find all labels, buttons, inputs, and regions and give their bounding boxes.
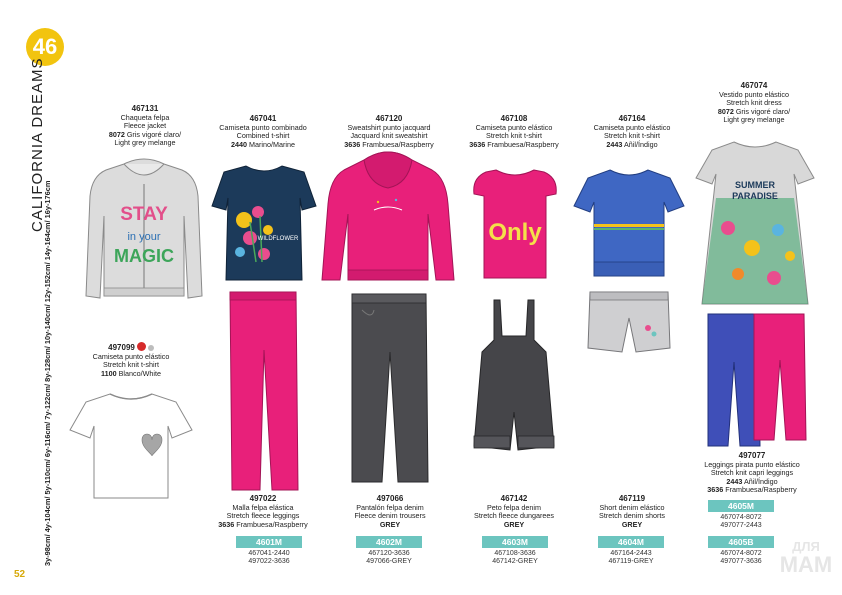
item-name-en: Stretch denim shorts <box>599 511 665 521</box>
grey-shorts-illustration <box>586 288 672 358</box>
raspberry-hoodie-illustration <box>320 150 456 286</box>
set-code: 497066-GREY <box>366 558 412 566</box>
item-code: 497077 <box>738 451 766 460</box>
set-block-4602M <box>356 536 422 567</box>
grey-print-dress-illustration <box>694 138 816 308</box>
color-name-2: Frambuesa/Raspberry <box>725 485 797 495</box>
color-name-2: Light grey melange <box>114 138 176 148</box>
dress-print-bottom: PARADISE <box>732 191 778 201</box>
navy-tee-print: WILDFLOWER <box>257 236 299 242</box>
set-code: 467142-GREY <box>492 558 538 566</box>
grey-dungarees-illustration <box>468 296 560 458</box>
page-badge: 46 <box>26 28 64 66</box>
item-name-es: Leggings pirata punto elástico <box>704 459 800 469</box>
item-name-es: Camiseta punto elástico <box>593 122 671 132</box>
color-name: Blanco/White <box>118 368 161 378</box>
set-code: 467074-8072 <box>720 550 762 557</box>
item-label-467142 <box>454 495 574 529</box>
color-name: Gris vigoré claro/ <box>126 129 182 139</box>
item-name-es: Peto felpa denim <box>487 502 541 512</box>
set-code: 497077-2443 <box>720 522 762 530</box>
set-badge: 4601M <box>236 536 302 548</box>
item-label-467164 <box>578 115 686 149</box>
set-badge: 4604M <box>598 536 664 548</box>
watermark-line-1: ДЛЯ <box>792 539 820 554</box>
watermark-line-2: МАМ <box>779 552 833 577</box>
side-column <box>0 0 56 595</box>
color-code: 3636 <box>469 139 486 149</box>
item-name-en: Combined t-shirt <box>236 131 290 141</box>
dress-print-top: SUMMER <box>735 180 775 190</box>
set-badge: 4605M <box>708 500 774 512</box>
set-block-4601M <box>236 536 302 567</box>
grey-denim-trousers-illustration <box>348 290 430 486</box>
jacket-print-bottom: MAGIC <box>114 246 174 266</box>
item-label-467120 <box>326 115 452 149</box>
item-code: 467120 <box>375 114 403 123</box>
set-code: 467164-2443 <box>610 550 652 557</box>
item-name-en: Stretch knit t-shirt <box>103 360 159 370</box>
color-code-2: 3636 <box>707 485 724 495</box>
color-name: Marino/Marine <box>249 139 295 149</box>
set-code: 467120-3636 <box>368 550 410 557</box>
color-code: 3636 <box>344 139 361 149</box>
color-code: 8072 <box>108 129 125 139</box>
item-label-497077 <box>688 452 816 495</box>
item-name-en: Stretch fleece leggings <box>226 511 300 521</box>
color-code: 2443 <box>726 476 743 486</box>
color-name: GREY <box>379 519 401 529</box>
capri-leggings-illustration <box>704 310 808 450</box>
color-name: GREY <box>503 519 525 529</box>
color-code: 2443 <box>606 139 623 149</box>
item-code: 497066 <box>376 494 404 503</box>
item-name-es: Pantalón felpa denim <box>356 502 424 512</box>
raspberry-tee-print: Only <box>488 219 542 246</box>
set-code: 467074-8072 <box>720 514 762 521</box>
item-label-497022 <box>200 495 326 529</box>
color-code: 8072 <box>717 106 734 116</box>
color-name: Gris vigoré claro/ <box>735 106 791 116</box>
item-code: 467131 <box>131 104 159 113</box>
set-block-4605B <box>708 536 774 567</box>
item-code: 467108 <box>500 114 528 123</box>
item-name-es: Vestido punto elástico <box>719 89 789 99</box>
set-badge: 4602M <box>356 536 422 548</box>
collection-title: CALIFORNIA DREAMS <box>29 57 46 232</box>
item-name-en: Stretch knit t-shirt <box>486 131 542 141</box>
item-name-es: Sweatshirt punto jacquard <box>347 122 431 132</box>
item-label-467074 <box>694 82 814 125</box>
item-name-es: Camiseta punto elástico <box>92 351 170 361</box>
watermark <box>776 538 836 577</box>
page-number: 52 <box>14 569 26 580</box>
raspberry-ruffle-tee-illustration <box>466 164 564 282</box>
color-code: 3636 <box>218 519 235 529</box>
item-name-en: Fleece jacket <box>123 121 167 131</box>
set-code: 467041-2440 <box>248 550 290 557</box>
navy-tee-illustration <box>210 162 318 284</box>
set-code: 467119-GREY <box>608 558 654 566</box>
set-block-4605M <box>708 500 774 531</box>
set-code: 467108-3636 <box>494 550 536 557</box>
jacket-print-top: STAY <box>120 204 168 225</box>
red-swatch-dot <box>137 342 146 351</box>
item-label-497066 <box>328 495 452 529</box>
item-label-467041 <box>203 115 323 149</box>
grey-swatch-dot <box>148 345 154 351</box>
item-name-es: Camiseta punto elástico <box>475 122 553 132</box>
color-code: 2440 <box>231 139 248 149</box>
item-label-467119 <box>576 495 688 529</box>
color-name: GREY <box>621 519 643 529</box>
item-code: 497099 <box>108 343 135 352</box>
white-tee-illustration <box>68 390 194 502</box>
raspberry-leggings-illustration <box>224 288 302 494</box>
item-name-es: Malla felpa elástica <box>232 502 294 512</box>
item-label-467108 <box>452 115 576 149</box>
set-block-4603M <box>482 536 548 567</box>
set-badge: 4603M <box>482 536 548 548</box>
item-name-en: Stretch knit dress <box>726 98 782 108</box>
item-name-en: Stretch knit t-shirt <box>604 131 660 141</box>
item-name-es: Short denim elástico <box>599 502 665 512</box>
color-name: Frambuesa/Raspberry <box>236 519 308 529</box>
set-code: 497077-3636 <box>720 558 762 566</box>
color-name: Añil/Índigo <box>624 139 658 149</box>
item-name-es: Camiseta punto combinado <box>219 122 307 132</box>
item-code: 467041 <box>249 114 277 123</box>
color-name: Añil/Índigo <box>744 476 778 486</box>
item-label-467131 <box>82 105 208 148</box>
color-name: Frambuesa/Raspberry <box>362 139 434 149</box>
color-name-2: Light grey melange <box>723 115 785 125</box>
item-label-497099 <box>66 342 196 378</box>
item-name-en: Fleece denim trousers <box>354 511 426 521</box>
item-name-en: Stretch knit capri leggings <box>710 468 794 478</box>
jacket-print-mid: in your <box>127 231 161 243</box>
item-code: 467074 <box>740 81 768 90</box>
item-name-es: Chaqueta felpa <box>120 112 170 122</box>
color-code: 1100 <box>101 368 117 378</box>
set-badge: 4605B <box>708 536 774 548</box>
item-name-en: Stretch fleece dungarees <box>474 511 554 521</box>
set-block-4604M <box>598 536 664 567</box>
item-code: 467142 <box>500 494 528 503</box>
item-name-en: Jacquard knit sweatshirt <box>350 131 428 141</box>
fleece-jacket-illustration <box>84 156 204 304</box>
item-code: 467164 <box>618 114 646 123</box>
indigo-tee-illustration <box>572 166 686 280</box>
item-code: 467119 <box>618 494 646 503</box>
size-range: 3y-98cm/ 4y-104cm/ 5y-110cm/ 6y-116cm/ 7y-122cm/ 8y-128cm/ 10y-140cm/ 12y-152cm/ 14y-164cm/ 16y-176cm <box>43 180 52 566</box>
item-code: 497022 <box>249 494 277 503</box>
set-code: 497022-3636 <box>248 558 290 566</box>
color-name: Frambuesa/Raspberry <box>487 139 559 149</box>
